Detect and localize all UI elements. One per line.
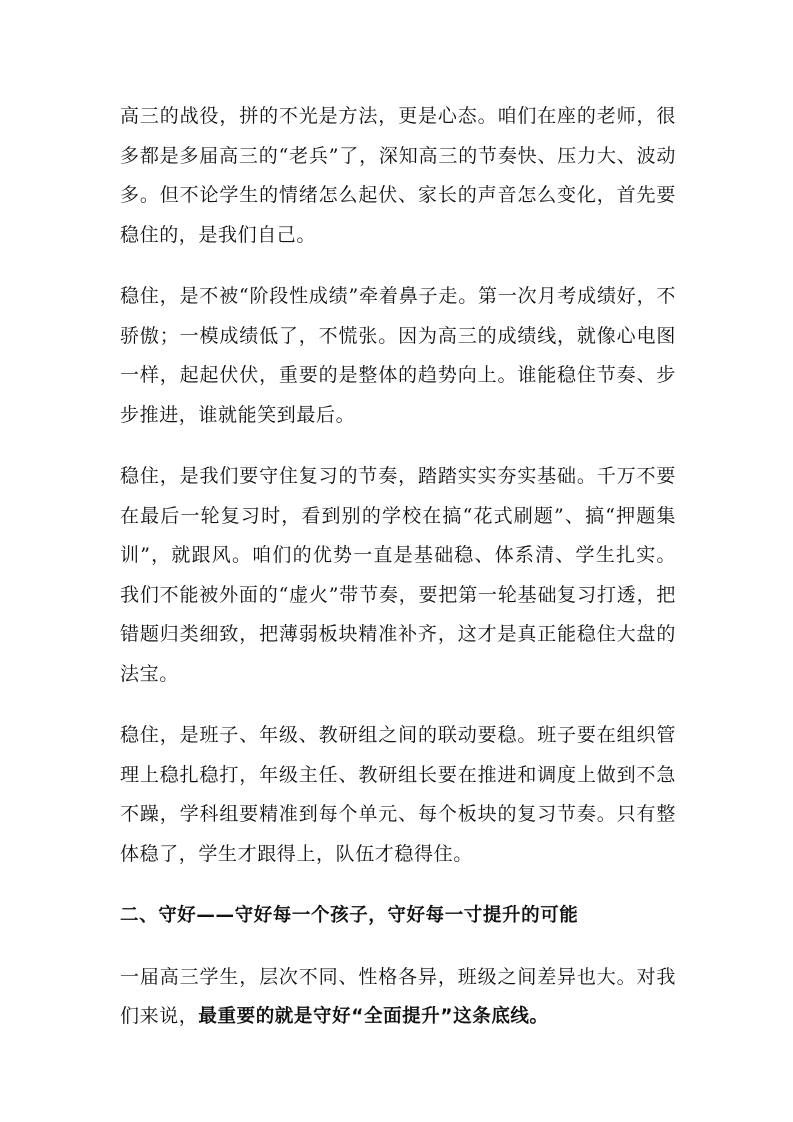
paragraph-text-normal: 一届高三学生，层次不同、性格各异，班级之间差异也大。对我们来说， bbox=[120, 965, 676, 1027]
paragraph-every-student bbox=[120, 958, 676, 1037]
paragraph-text-bold: 最重要的就是守好“全面提升”这条底线。 bbox=[198, 1006, 549, 1027]
paragraph-mindset: 高三的战役，拼的不光是方法，更是心态。咱们在座的老师，很多都是多届高三的“老兵”了，深知高三的节奏快、压力大、波动多。但不论学生的情绪怎么起伏、家长的声音怎么变化，首先要稳住的，是我们自己。 bbox=[120, 105, 676, 246]
paragraph-review-rhythm: 稳住，是我们要守住复习的节奏，踏踏实实夯实基础。千万不要在最后一轮复习时，看到别的学校在搞“花式刷题”、搞“押题集训”，就跟风。咱们的优势一直是基础稳、体系清、学生扎实。我们不能被外面的“虚火”带节奏，要把第一轮基础复习打透，把错题归类细致，把薄弱板块精准补齐，这才是真正能稳住大盘的法宝。 bbox=[120, 465, 676, 685]
paragraph-stable-results: 稳住，是不被“阶段性成绩”牵着鼻子走。第一次月考成绩好，不骄傲；一模成绩低了，不慌张。因为高三的成绩线，就像心电图一样，起起伏伏，重要的是整体的趋势向上。谁能稳住节奏、步步推进，谁就能笑到最后。 bbox=[120, 285, 676, 426]
document-body bbox=[120, 97, 676, 1059]
section-heading-2: 二、守好——守好每一个孩子，守好每一寸提升的可能 bbox=[120, 905, 579, 926]
paragraph-team-coordination: 稳住，是班子、年级、教研组之间的联动要稳。班子要在组织管理上稳扎稳打，年级主任、教研组长要在推进和调度上做到不急不躁，学科组要精准到每个单元、每个板块的复习节奏。只有整体稳了，学生才跟得上，队伍才稳得住。 bbox=[120, 724, 676, 865]
